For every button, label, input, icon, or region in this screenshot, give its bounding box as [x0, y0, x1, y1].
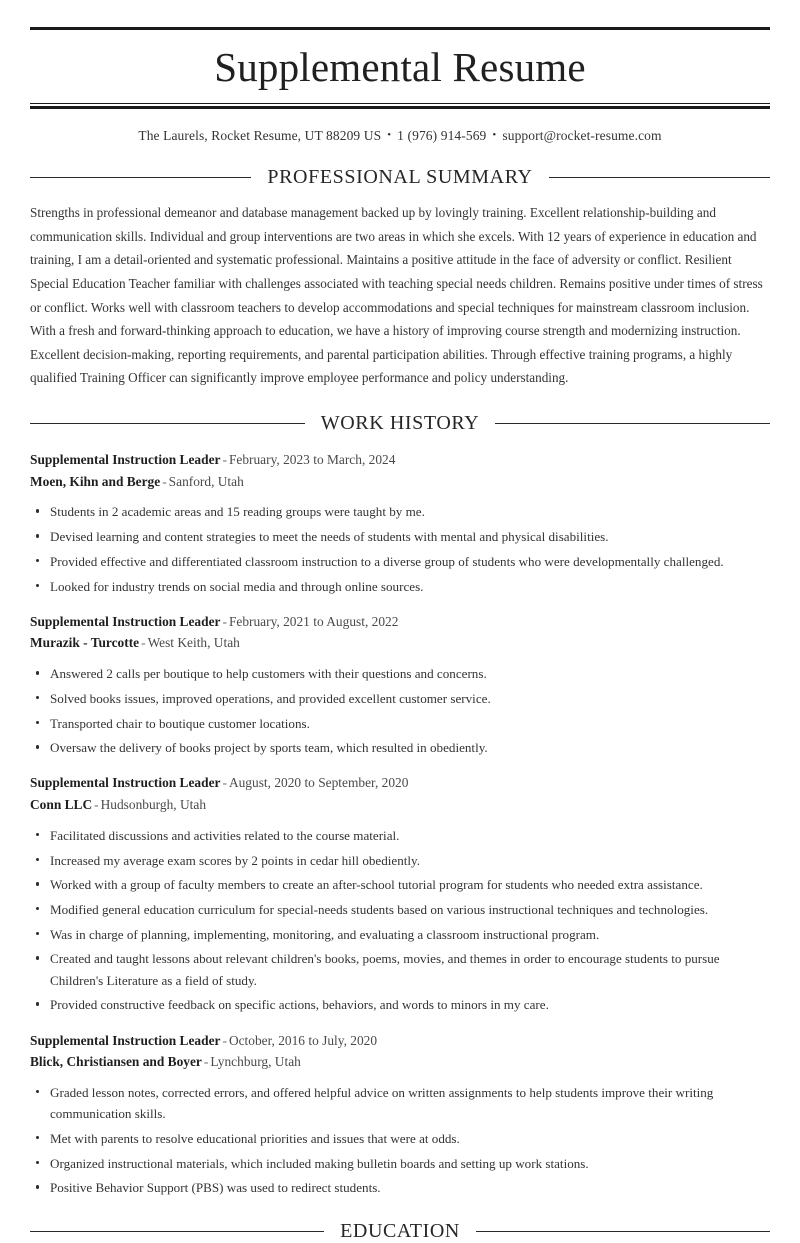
bullet-text: Oversaw the delivery of books project by sports team, which resulted in obediently. [50, 740, 488, 756]
bullet-icon [36, 534, 39, 537]
section-header-professional-summary [30, 166, 770, 189]
bullet-text: Provided effective and differentiated classroom instruction to a diverse group of students who were developmentally challenged. [50, 553, 724, 569]
bullet-text: Students in 2 academic areas and 15 reading groups were taught by me. [50, 504, 425, 520]
list-item [30, 688, 770, 709]
list-item [30, 551, 770, 572]
list-item [30, 850, 770, 871]
job-title: Supplemental Instruction Leader [30, 613, 221, 629]
list-item [30, 899, 770, 920]
page-title: Supplemental Resume [214, 44, 586, 90]
bullet-icon [36, 1185, 39, 1188]
list-item [30, 1082, 770, 1124]
section-title-education: EDUCATION [340, 1220, 460, 1243]
bullet-text: Increased my average exam scores by 2 points in cedar hill obediently. [50, 852, 421, 868]
bullet-icon [36, 882, 39, 885]
bullet-icon [36, 584, 39, 587]
bullet-text: Organized instructional materials, which included making bulletin boards and setting up work stations. [50, 1155, 589, 1171]
job-bullet-list [30, 663, 770, 758]
list-item [30, 576, 770, 597]
list-item [30, 825, 770, 846]
bullet-icon [36, 1136, 39, 1139]
job-company: Blick, Christiansen and Boyer [30, 1054, 202, 1070]
contact-separator-2: • [492, 129, 497, 142]
bullet-icon [36, 1002, 39, 1005]
bullet-icon [36, 559, 39, 562]
job-dates: October, 2016 to July, 2020 [228, 1032, 378, 1048]
job-dates: February, 2021 to August, 2022 [228, 613, 399, 629]
header-bottom-rule [30, 103, 770, 109]
bullet-icon [36, 1161, 39, 1164]
list-item [30, 948, 770, 990]
bullet-icon [36, 932, 39, 935]
bullet-icon [36, 671, 39, 674]
bullet-text: Solved books issues, improved operations, and provided excellent customer service. [50, 690, 491, 706]
header-top-rule [30, 27, 770, 30]
job-bullet-list [30, 501, 770, 596]
bullet-text: Facilitated discussions and activities related to the course material. [50, 827, 400, 843]
list-item [30, 874, 770, 895]
job-location: West Keith, Utah [147, 635, 240, 651]
job-title: Supplemental Instruction Leader [30, 452, 221, 468]
section-rule-right [495, 423, 770, 424]
list-item [30, 1128, 770, 1149]
job-dates: February, 2023 to March, 2024 [228, 452, 396, 468]
contact-email[interactable]: support@rocket-resume.com [502, 128, 662, 144]
job-company: Murazik - Turcotte [30, 635, 140, 651]
job-title-line [30, 611, 770, 633]
job-title-dash: - [222, 1032, 227, 1048]
list-item [30, 924, 770, 945]
job-company-line [30, 632, 770, 654]
job-title-dash: - [222, 452, 227, 468]
job-title-dash: - [222, 613, 227, 629]
bullet-text: Provided constructive feedback on specific actions, behaviors, and words to minors in my care. [50, 997, 549, 1013]
list-item [30, 1177, 770, 1198]
contact-phone: 1 (976) 914-569 [397, 128, 487, 144]
bullet-icon [36, 696, 39, 699]
bullet-text: Created and taught lessons about relevant children's books, poems, movies, and themes in order to encourage students to pursue Children's Literature as a field of study. [50, 951, 720, 988]
job-company-dash: - [203, 1054, 209, 1070]
contact-address: The Laurels, Rocket Resume, UT 88209 US [138, 128, 382, 144]
section-rule-left [30, 1231, 324, 1232]
contact-line [30, 128, 770, 144]
job-title-line [30, 772, 770, 794]
bullet-text: Worked with a group of faculty members to create an after-school tutorial program for students who needed extra assistance. [50, 877, 703, 893]
section-title-professional-summary: PROFESSIONAL SUMMARY [267, 166, 533, 189]
bullet-text: Transported chair to boutique customer locations. [50, 715, 310, 731]
section-header-education [30, 1220, 770, 1243]
job-title-line [30, 1030, 770, 1052]
bullet-text: Modified general education curriculum for special-needs students based on various instructional techniques and technologies. [50, 902, 709, 917]
contact-separator-1: • [387, 129, 392, 142]
bullet-icon [36, 956, 39, 959]
bullet-text: Answered 2 calls per boutique to help customers with their questions and concerns. [50, 666, 487, 682]
work-history-entry [30, 772, 770, 1015]
list-item [30, 663, 770, 684]
bullet-text: Was in charge of planning, implementing, monitoring, and evaluating a classroom instructional program. [50, 926, 600, 942]
job-company-dash: - [162, 473, 167, 489]
bullet-text: Positive Behavior Support (PBS) was used to redirect students. [50, 1180, 381, 1196]
bullet-icon [36, 833, 39, 836]
bullet-icon [36, 907, 39, 910]
job-title-line [30, 449, 770, 471]
list-item [30, 713, 770, 734]
list-item [30, 737, 770, 758]
bullet-text: Looked for industry trends on social media and through online sources. [50, 578, 424, 594]
job-location: Sanford, Utah [168, 473, 244, 489]
bullet-text: Devised learning and content strategies to meet the needs of students with mental and physical disabilities. [50, 529, 609, 545]
job-bullet-list [30, 825, 770, 1016]
job-title: Supplemental Instruction Leader [30, 1032, 221, 1048]
job-title-dash: - [222, 775, 227, 791]
job-company-line [30, 1051, 770, 1073]
job-company-dash: - [141, 635, 146, 651]
list-item [30, 526, 770, 547]
list-item [30, 501, 770, 522]
work-history-entry [30, 449, 770, 597]
job-company: Conn LLC [30, 797, 93, 813]
work-history-entry [30, 611, 770, 759]
job-company: Moen, Kihn and Berge [30, 473, 161, 489]
work-history-entry [30, 1030, 770, 1199]
bullet-text: Met with parents to resolve educational priorities and issues that were at odds. [50, 1130, 460, 1146]
list-item [30, 1153, 770, 1174]
bullet-icon [36, 1090, 39, 1093]
header-rule-thick [30, 106, 770, 109]
resume-page [0, 27, 800, 1243]
section-rule-right [476, 1231, 770, 1232]
bullet-text: Graded lesson notes, corrected errors, and offered helpful advice on written assignments to help students improve their writing communication skills. [50, 1084, 714, 1122]
bullet-icon [36, 721, 39, 724]
bullet-icon [36, 509, 39, 512]
section-rule-right [549, 177, 770, 178]
job-location: Hudsonburgh, Utah [100, 797, 207, 813]
section-title-work-history: WORK HISTORY [320, 412, 480, 435]
job-company-line [30, 471, 770, 493]
job-location: Lynchburg, Utah [210, 1054, 301, 1070]
job-title: Supplemental Instruction Leader [30, 775, 221, 791]
section-header-work-history [30, 412, 770, 435]
list-item [30, 994, 770, 1015]
job-company-dash: - [94, 797, 99, 813]
job-dates: August, 2020 to September, 2020 [228, 775, 409, 791]
job-bullet-list [30, 1082, 770, 1199]
professional-summary-text: Strengths in professional demeanor and database management backed up by lovingly training. Excellent relationship-building and communication skills. Individual and group interventions are two areas in which she excels. With 12 years of experience in education and training, I am a detail-oriented and systematic professional. Maintains a positive attitude in the face of adversity or conflict. Resilient Special Education Teacher familiar with challenges associated with teaching special needs children. Remains positive under times of stress or conflict. Works well with classroom teachers to develop accommodations and special techniques for mainstream classroom inclusion. With a fresh and forward-thinking approach to education, we have a history of improving course strength and modernizing instruction. Excellent decision-making, reporting requirements, and parental participation abilities. Through effective training programs, a highly qualified Training Officer can significantly improve employee performance and policy understanding. [30, 205, 763, 386]
job-company-line [30, 794, 770, 816]
section-rule-left [30, 177, 251, 178]
bullet-icon [36, 858, 39, 861]
bullet-icon [36, 745, 39, 748]
section-rule-left [30, 423, 305, 424]
